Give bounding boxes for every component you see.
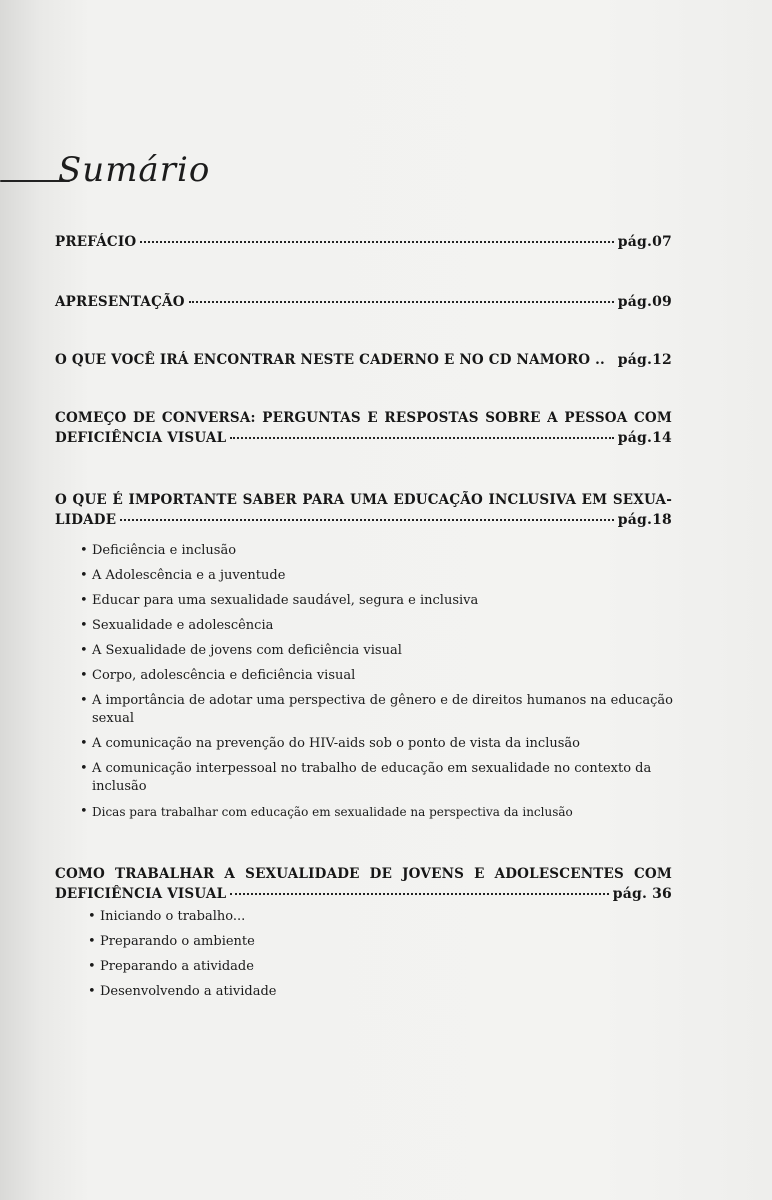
list-item: • Iniciando o trabalho... <box>88 909 246 924</box>
toc-leader-line <box>55 510 672 530</box>
list-item: • Sexualidade e adolescência <box>80 618 274 633</box>
toc-leader-line <box>55 350 672 370</box>
bullet-icon: • <box>88 909 96 924</box>
bullet-icon: • <box>80 543 88 558</box>
toc-subitems-educacao-inclusiva <box>80 542 680 828</box>
toc-entry-title-line1: COMEÇO DE CONVERSA: PERGUNTAS E RESPOSTAS SOBRE A PESSOA COM <box>55 410 672 426</box>
toc-entry-o-que-voce-ira-encontrar <box>55 350 672 370</box>
toc-leader-line <box>55 232 672 252</box>
bullet-icon: • <box>88 934 96 949</box>
bullet-icon: • <box>80 593 88 608</box>
toc-page-number: pág.12 <box>617 352 672 368</box>
heading-block <box>0 150 260 200</box>
bullet-icon: • <box>80 736 88 751</box>
bullet-icon: • <box>80 761 88 776</box>
toc-entry-title: APRESENTAÇÃO <box>55 294 185 310</box>
toc-entry-title: O QUE VOCÊ IRÁ ENCONTRAR NESTE CADERNO E NO CD NAMORO .. <box>55 352 605 368</box>
toc-page-number: pág.14 <box>617 430 672 446</box>
bullet-icon: • <box>88 959 96 974</box>
toc-entry-title: PREFÁCIO <box>55 234 137 250</box>
toc-page-number: pág.18 <box>617 512 672 528</box>
toc-leader-line <box>55 884 672 904</box>
toc-entry-comeco-de-conversa <box>55 408 672 448</box>
toc-entry-como-trabalhar <box>55 864 672 904</box>
bullet-icon: • <box>88 984 96 999</box>
toc-entry-title-line1: O QUE É IMPORTANTE SABER PARA UMA EDUCAÇÃO INCLUSIVA EM SEXUA- <box>55 492 672 508</box>
toc-entry-title-line1: COMO TRABALHAR A SEXUALIDADE DE JOVENS E ADOLESCENTES COM <box>55 866 672 882</box>
toc-entry-educacao-inclusiva <box>55 490 672 530</box>
bullet-icon: • <box>80 804 88 819</box>
list-item: • A comunicação na prevenção do HIV-aids sob o ponto de vista da inclusão <box>80 736 580 751</box>
dot-leader <box>120 516 614 521</box>
toc-entry-title-line2: LIDADE <box>55 512 117 528</box>
list-item: • Preparando a atividade <box>88 959 254 974</box>
list-item: • Desenvolvendo a atividade <box>88 984 277 999</box>
toc-subitems-como-trabalhar <box>88 908 688 1008</box>
bullet-icon: • <box>80 643 88 658</box>
toc-page-number: pág. 36 <box>612 886 672 902</box>
list-item: • A comunicação interpessoal no trabalho de educação em sexualidade no contexto da inclusão <box>80 761 652 794</box>
toc-leader-line <box>55 428 672 448</box>
toc-entry-title-line2: DEFICIÊNCIA VISUAL <box>55 430 227 446</box>
toc-entry-title-line2: DEFICIÊNCIA VISUAL <box>55 886 227 902</box>
toc-entry-prefacio <box>55 232 672 252</box>
toc-page-number: pág.09 <box>617 294 672 310</box>
bullet-icon: • <box>80 618 88 633</box>
list-item: • Educar para uma sexualidade saudável, segura e inclusiva <box>80 593 479 608</box>
bullet-icon: • <box>80 693 88 708</box>
list-item: • A Adolescência e a juventude <box>80 568 286 583</box>
dot-leader <box>230 890 608 895</box>
list-item: • Preparando o ambiente <box>88 934 255 949</box>
toc-leader-line <box>55 292 672 312</box>
list-item: • A importância de adotar uma perspectiva de gênero e de direitos humanos na educação sexual <box>80 693 673 726</box>
dot-leader <box>140 238 613 243</box>
bullet-icon: • <box>80 568 88 583</box>
list-item: • Deficiência e inclusão <box>80 543 237 558</box>
bullet-icon: • <box>80 668 88 683</box>
list-item: • Corpo, adolescência e deficiência visual <box>80 668 356 683</box>
toc-entry-apresentacao <box>55 292 672 312</box>
list-item: • A Sexualidade de jovens com deficiência visual <box>80 643 402 658</box>
toc-page-number: pág.07 <box>617 234 672 250</box>
dot-leader <box>189 298 614 303</box>
page-title: Sumário <box>58 150 211 190</box>
dot-leader <box>230 434 613 439</box>
list-item: • Dicas para trabalhar com educação em sexualidade na perspectiva da inclusão <box>80 804 573 819</box>
